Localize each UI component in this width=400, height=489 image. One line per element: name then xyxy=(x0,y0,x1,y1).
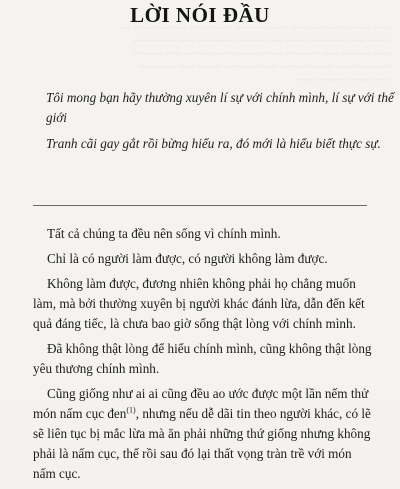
paragraph: Không làm được, đương nhiên không phải họ chẳng muốn làm, mà bởi thường xuyên bị người khác đánh lừa, dẫn đến kết quả đáng tiếc, là chưa bao giờ sống thật lòng với chính mình. xyxy=(33,276,365,331)
epigraph-line: Tranh cãi gay gắt rồi bừng hiểu ra, đó mới là hiểu biết thực sự. xyxy=(46,136,381,151)
body-text xyxy=(33,224,373,489)
paragraph: Tất cả chúng ta đều nên sống vì chính mình. xyxy=(47,226,281,241)
paragraph: Chỉ là có người làm được, có người không làm được. xyxy=(47,251,328,266)
epigraph-line: Tôi mong bạn hãy thường xuyên lí sự với chính mình, lí sự với thế giới xyxy=(46,90,394,125)
paragraph-text: , nhưng nếu dễ dãi tin theo người khác, có lẽ sẽ liên tục bị mắc lừa mà ăn phải những thứ giống nhưng không phải là nấm cục, thế rồi sau đó lại thất vọng tràn trề với món nấm cục. xyxy=(33,406,371,481)
bleed-through-text: ~~~ ~~~~ ~~~~~~ ~~~ ~~~~ ~~~~~ ~~~~ ~~~ ~~~~~~ ~~~ ~~ ~~~~ ~~~ ~~~~~~ ~~~~ ~~~ ~~~~ ~~~~~~~ ~~~ ~~~~ ~~~ ~~~ ~~~~~ ~~~ ~~~~~~ ~~~~ ~~~ ~~~~ ~~~~~ ~~~ ~~~~~ ~~~~~~ ~~~ ~~~~ ~~~~~ ~~~ ~~~~~~ ~~~~ ~~~ ~~~~ ~~ ~~~ ~~~~ ~~~~~ ~~~ xyxy=(119,23,390,86)
paragraph xyxy=(33,384,373,484)
epigraph xyxy=(46,88,394,154)
paragraph-text: Cũng giống như ai ai cũng đều ao ước được một lần nếm thử món nấm cục đen xyxy=(33,386,369,421)
divider xyxy=(33,205,367,206)
paragraph: Đã không thật lòng để hiểu chính mình, cũng không thật lòng yêu thương chính mình. xyxy=(33,341,372,376)
page-title: LỜI NÓI ĐẦU xyxy=(130,3,270,27)
footnote-marker[interactable]: (1) xyxy=(126,405,136,415)
